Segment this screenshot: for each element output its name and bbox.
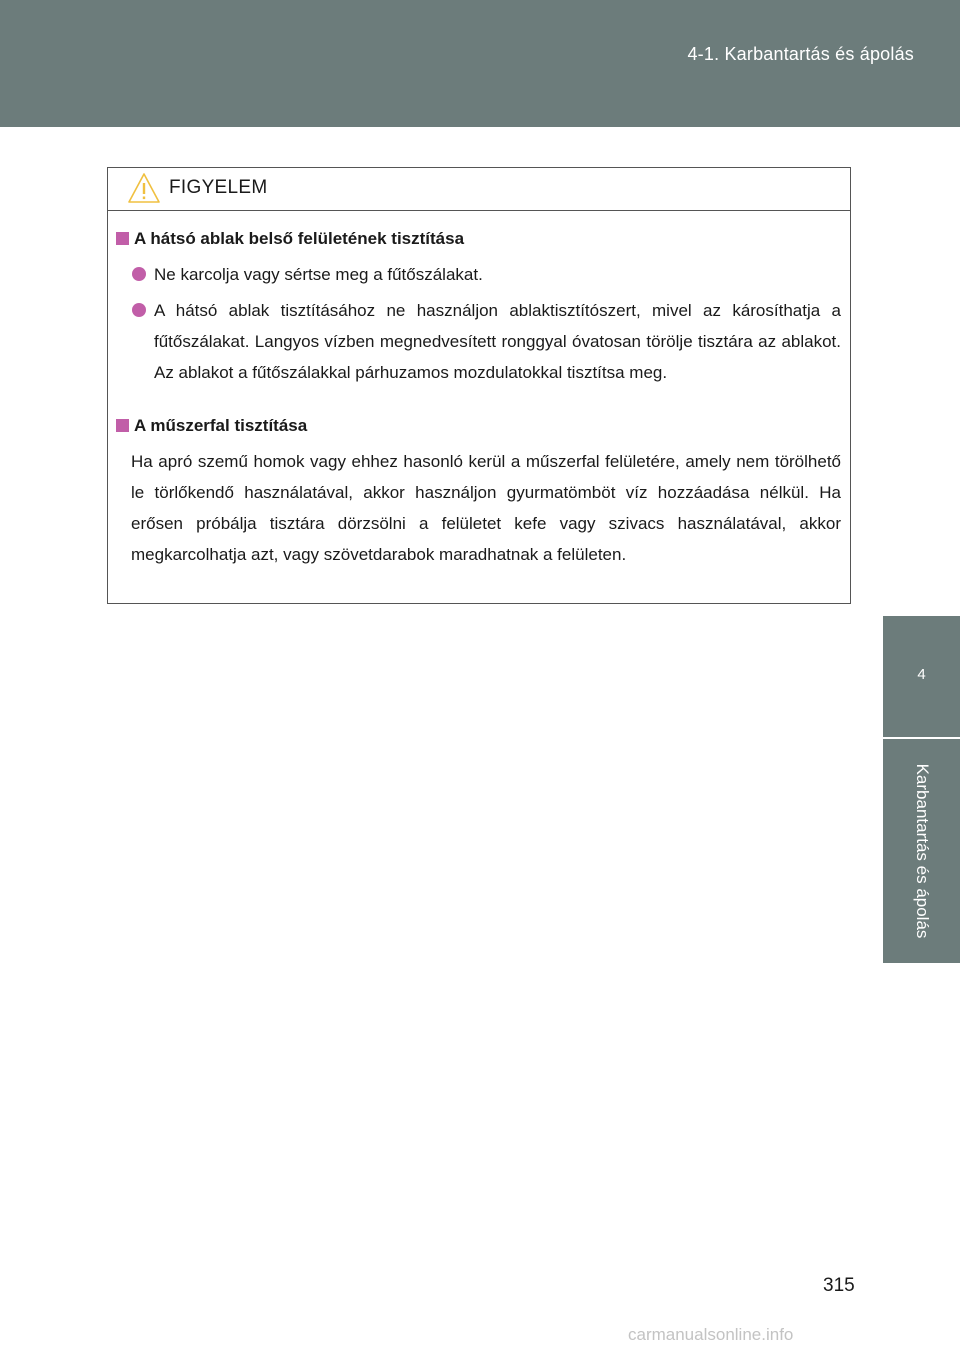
chapter-label: Karbantartás és ápolás [912, 763, 932, 939]
watermark: carmanualsonline.info [628, 1325, 794, 1344]
round-bullet-icon [132, 303, 146, 317]
chapter-tab-label [883, 739, 960, 963]
bullet-text: Ne karcolja vagy sértse meg a fűtőszálakat. [154, 265, 483, 284]
header-bar [0, 0, 960, 127]
page-number: 315 [823, 1275, 855, 1296]
section-heading-text: A műszerfal tisztítása [134, 416, 308, 435]
section-heading-text: A hátsó ablak belső felületének tisztítása [134, 229, 465, 248]
section-paragraph: Ha apró szemű homok vagy ehhez hasonló kerül a műszerfal felületére, amely nem törölhető le törlőkendő használatával, akkor használjon gyurmatömböt víz hozzáadása nélkül. Ha erősen próbálja tisztára dörzsölni a felületet kefe vagy szivacs használatával, akkor megkarcolhatja azt, vagy szövetdarabok maradhatnak a felületen. [131, 452, 841, 564]
square-bullet-icon [116, 419, 129, 432]
chapter-number: 4 [917, 666, 926, 683]
warning-box [107, 167, 851, 604]
round-bullet-icon [132, 267, 146, 281]
warning-title: FIGYELEM [169, 177, 268, 198]
bullet-text: A hátsó ablak tisztításához ne használjon ablaktisztítószert, mivel az károsíthatja a fűtőszálakat. Langyos vízben megnedvesített ronggyal óvatosan törölje tisztára az ablakot. Az ablakot a fűtőszálakkal párhuzamos mozdulatokkal tisztítsa meg. [154, 301, 841, 382]
bullet-item [116, 295, 841, 388]
square-bullet-icon [116, 232, 129, 245]
warning-header [108, 168, 850, 211]
warning-triangle-icon [127, 172, 161, 204]
section-title: 4-1. Karbantartás és ápolás [687, 44, 914, 64]
section-heading-dashboard [116, 416, 307, 436]
chapter-tab-number [883, 616, 960, 737]
bullet-item [116, 259, 841, 290]
section-heading-rear-window [116, 229, 464, 249]
